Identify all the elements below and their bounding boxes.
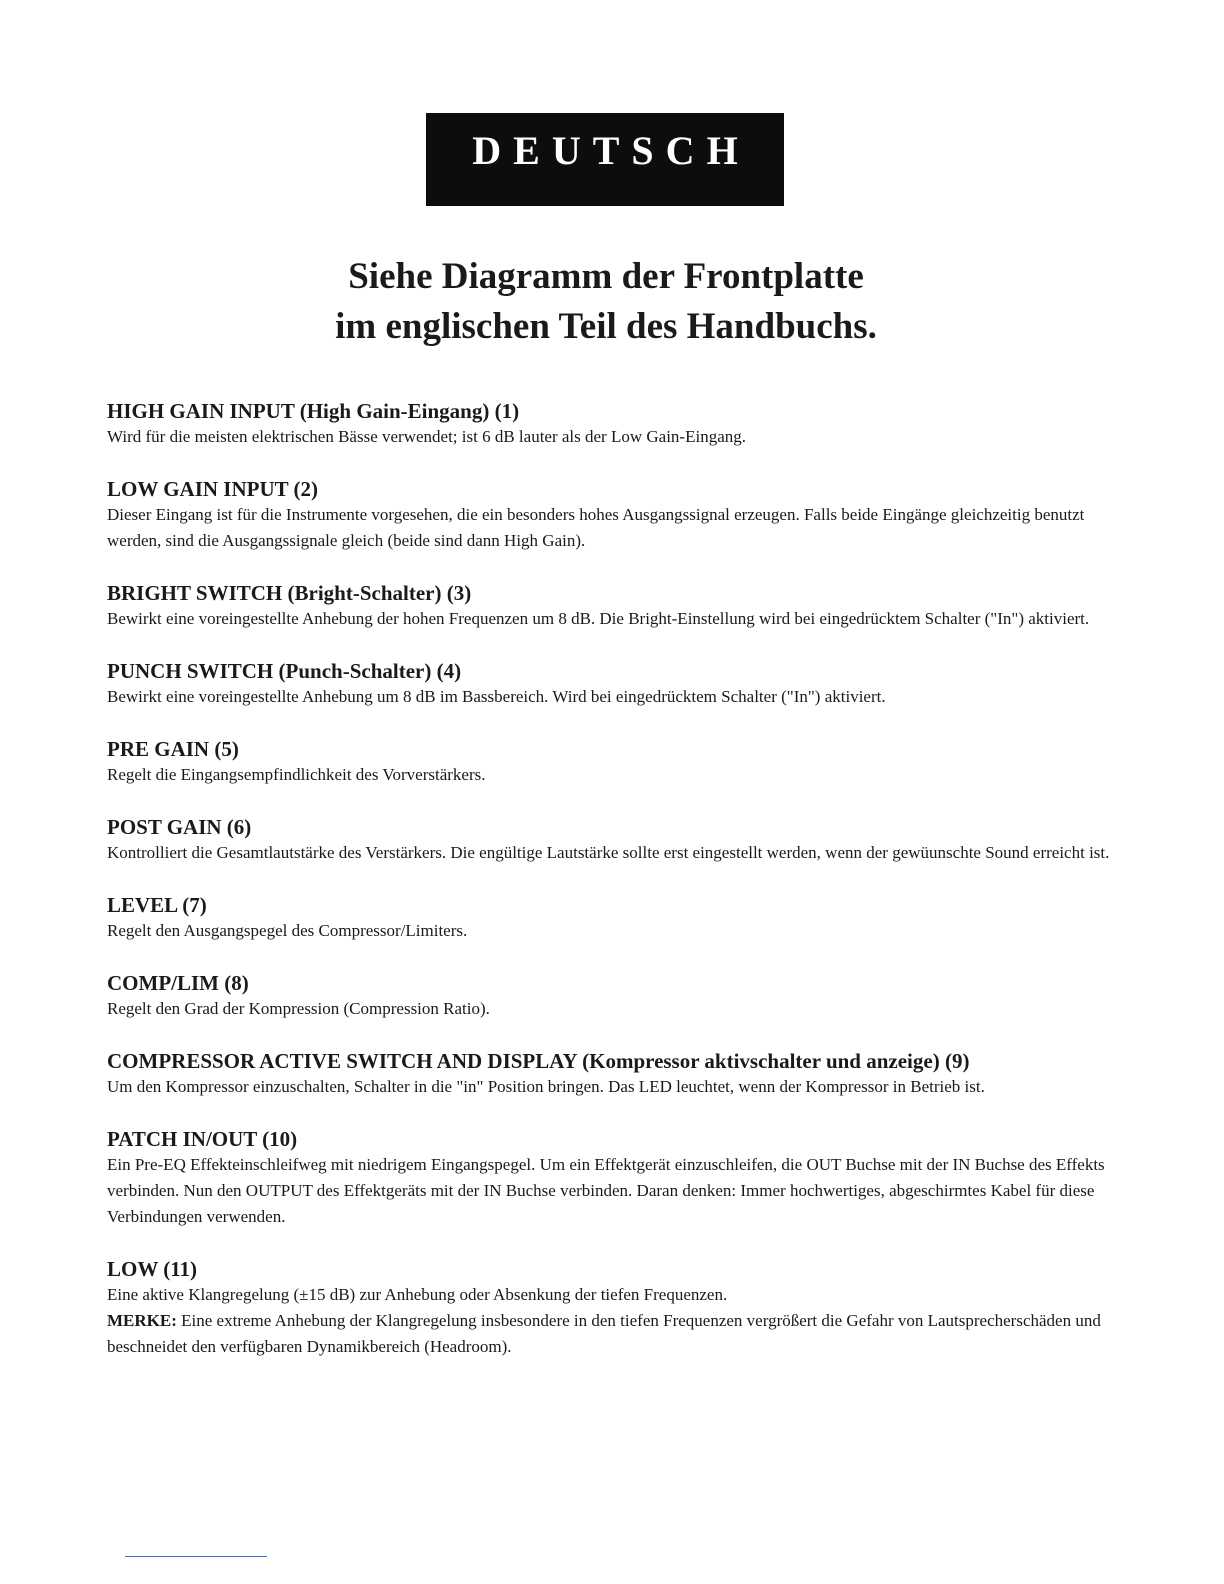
section-high-gain-input — [107, 398, 1117, 450]
section-body: Eine aktive Klangregelung (±15 dB) zur Anhebung oder Absenkung der tiefen Frequenzen. — [107, 1285, 728, 1304]
section-body: Um den Kompressor einzuschalten, Schalter in die "in" Position bringen. Das LED leuchtet, wenn der Kompressor in Betrieb ist. — [107, 1077, 985, 1096]
section-body: Regelt den Grad der Kompression (Compression Ratio). — [107, 999, 490, 1018]
section-body: Regelt den Ausgangspegel des Compressor/Limiters. — [107, 921, 468, 940]
section-low-gain-input — [107, 476, 1117, 554]
language-banner — [426, 113, 784, 206]
section-heading: POST GAIN (6) — [107, 815, 252, 839]
section-heading: HIGH GAIN INPUT (High Gain-Eingang) (1) — [107, 399, 520, 423]
section-bright-switch — [107, 580, 1117, 632]
control-descriptions — [107, 398, 1117, 1386]
section-punch-switch — [107, 658, 1117, 710]
section-heading: PUNCH SWITCH (Punch-Schalter) (4) — [107, 659, 462, 683]
footer-divider — [125, 1556, 267, 1557]
section-heading: LOW GAIN INPUT (2) — [107, 477, 318, 501]
section-heading: PRE GAIN (5) — [107, 737, 239, 761]
section-low — [107, 1256, 1117, 1360]
note-paragraph — [107, 1308, 1117, 1360]
section-heading: COMP/LIM (8) — [107, 971, 249, 995]
section-pre-gain — [107, 736, 1117, 788]
note-text: Eine extreme Anhebung der Klangregelung insbesondere in den tiefen Frequenzen vergrößert die Gefahr von Lautsprecherschäden und beschneidet den verfügbaren Dynamikbereich (Headroom). — [107, 1311, 1101, 1356]
section-body: Bewirkt eine voreingestellte Anhebung um 8 dB im Bassbereich. Wird bei eingedrücktem Schalter ("In") aktiviert. — [107, 687, 886, 706]
section-body: Dieser Eingang ist für die Instrumente vorgesehen, die ein besonders hohes Ausgangssignal erzeugen. Falls beide Eingänge gleichzeitig benutzt werden, sind die Ausgangssignale gleich (beide sind dann High Gain). — [107, 505, 1085, 550]
page-title — [0, 252, 1212, 352]
page-title-line-2: im englischen Teil des Handbuchs. — [335, 306, 877, 347]
section-heading: PATCH IN/OUT (10) — [107, 1127, 298, 1151]
section-body: Regelt die Eingangsempfindlichkeit des Vorverstärkers. — [107, 765, 486, 784]
section-post-gain — [107, 814, 1117, 866]
section-level — [107, 892, 1117, 944]
language-label: DEUTSCH — [472, 128, 750, 173]
section-body: Kontrolliert die Gesamtlautstärke des Verstärkers. Die engültige Lautstärke sollte erst eingestellt werden, wenn der gewüunschte Sound erreicht ist. — [107, 843, 1110, 862]
section-heading: COMPRESSOR ACTIVE SWITCH AND DISPLAY (Kompressor aktivschalter und anzeige) (9) — [107, 1049, 970, 1073]
page-title-line-1: Siehe Diagramm der Frontplatte — [348, 256, 864, 297]
section-comp-lim — [107, 970, 1117, 1022]
section-body: Bewirkt eine voreingestellte Anhebung der hohen Frequenzen um 8 dB. Die Bright-Einstellung wird bei eingedrücktem Schalter ("In") aktiviert. — [107, 609, 1090, 628]
note-label: MERKE: — [107, 1311, 177, 1330]
section-compressor-active — [107, 1048, 1117, 1100]
section-patch-in-out — [107, 1126, 1117, 1230]
section-heading: LEVEL (7) — [107, 893, 207, 917]
section-body: Ein Pre-EQ Effekteinschleifweg mit niedrigem Eingangspegel. Um ein Effektgerät einzuschleifen, die OUT Buchse mit der IN Buchse des Effekts verbinden. Nun den OUTPUT des Effektgeräts mit der IN Buchse verbinden. Daran denken: Immer hochwertiges, abgeschirmtes Kabel für diese Verbindungen verwenden. — [107, 1155, 1105, 1226]
section-heading: BRIGHT SWITCH (Bright-Schalter) (3) — [107, 581, 472, 605]
section-heading: LOW (11) — [107, 1257, 198, 1281]
section-body: Wird für die meisten elektrischen Bässe verwendet; ist 6 dB lauter als der Low Gain-Eingang. — [107, 427, 746, 446]
